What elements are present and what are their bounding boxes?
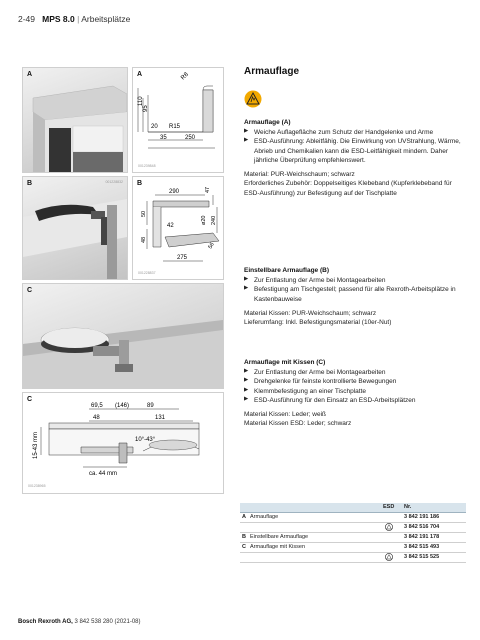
row-key: C xyxy=(242,544,246,550)
dim-146: (146) xyxy=(115,403,130,409)
list-item: ▶ Drehgelenke für feinste kontrollierte Bewegungen xyxy=(244,377,466,386)
figure-label: C xyxy=(27,396,33,403)
list-item: ▶ ESD-Ausführung für den Einsatz an ESD-Arbeitsplätzen xyxy=(244,396,466,405)
drawing-code: 001238965 xyxy=(28,484,46,488)
dim-r15: R15 xyxy=(169,124,181,130)
table-body xyxy=(240,513,466,563)
figure-a-drawing xyxy=(132,67,224,173)
document-number: 3 842 538 280 (2021-08) xyxy=(74,619,141,625)
dim-42: 42 xyxy=(167,223,174,229)
dim-131: 131 xyxy=(155,415,166,421)
drawing-code: 001239848 xyxy=(138,164,156,168)
figure-b-photo xyxy=(22,176,128,280)
section-title: Armauflage xyxy=(244,66,300,77)
armrest-a-dimension-drawing xyxy=(133,68,223,172)
order-table xyxy=(240,503,466,563)
dim-50: 50 xyxy=(141,210,147,217)
table-row xyxy=(240,513,466,523)
armrest-c-dimension-drawing xyxy=(23,393,223,493)
dim-48: 48 xyxy=(141,236,147,243)
dim-48: 48 xyxy=(93,415,100,421)
section-c-material: Material Kissen: Leder; weiß xyxy=(244,411,327,419)
section-b-material: Material Kissen: PUR-Weichschaum; schwarz xyxy=(244,309,377,317)
list-item: ▶ Zur Entlastung der Arme bei Montagearbeiten xyxy=(244,368,466,377)
armrest-c-illustration xyxy=(23,284,223,388)
table-row xyxy=(240,553,466,563)
list-item: ▶ Zur Entlastung der Arme bei Montagearbeiten xyxy=(244,276,466,285)
esd-symbol-icon xyxy=(385,553,393,563)
armrest-b-dimension-drawing xyxy=(133,177,223,279)
section-c-material-esd: Material Kissen ESD: Leder; schwarz xyxy=(244,420,352,428)
row-name: Armauflage mit Kissen xyxy=(250,544,306,550)
column-nr: Nr. xyxy=(404,504,412,510)
figure-a-photo xyxy=(22,67,128,173)
list-item: ▶ Weiche Auflagefläche zum Schutz der Handgelenke und Arme xyxy=(244,128,466,137)
column-esd: ESD xyxy=(383,504,395,510)
figure-label: B xyxy=(137,180,143,187)
page-number: 2-49 xyxy=(18,14,36,24)
table-row xyxy=(240,523,466,533)
row-key: A xyxy=(242,514,246,520)
product-name: MPS 8.0 xyxy=(42,14,75,24)
dim-240: 240 xyxy=(211,215,217,225)
part-number: 3 842 515 525 xyxy=(404,554,440,560)
figure-label: B xyxy=(27,180,33,187)
row-name: Einstellbare Armauflage xyxy=(250,534,309,540)
drawing-code: 001228837 xyxy=(138,271,156,275)
dim-69-5: 69,5 xyxy=(91,403,103,409)
page-footer xyxy=(18,619,141,625)
photo-code: 001228832 xyxy=(105,180,123,184)
dim-95: 95 xyxy=(143,105,149,112)
list-item: ▶ Klemmbefestigung an einer Tischplatte xyxy=(244,387,466,396)
dim-290: 290 xyxy=(169,189,180,195)
section-c xyxy=(244,358,466,429)
company-name: Bosch Rexroth AG, xyxy=(18,619,73,625)
esd-symbol-icon xyxy=(385,523,393,533)
table-row xyxy=(240,533,466,543)
figure-label: C xyxy=(27,287,33,294)
section-a xyxy=(244,118,466,198)
figure-c-photo xyxy=(22,283,224,389)
section-b-heading: Einstellbare Armauflage (B) xyxy=(244,267,330,274)
section-a-material: Material: PUR-Weichschaum; schwarz xyxy=(244,171,355,179)
esd-symbol-icon xyxy=(244,90,262,113)
dim-ca-44: ca. 44 mm xyxy=(89,471,118,477)
dim-r8: R8 xyxy=(180,71,190,82)
table-row xyxy=(240,543,466,553)
figure-c-drawing xyxy=(22,392,224,494)
figure-label: A xyxy=(137,71,143,78)
dim-250: 250 xyxy=(185,135,196,141)
row-name: Armauflage xyxy=(250,514,279,520)
section-b-scope: Lieferumfang: Inkl. Befestigungsmaterial (10er-Nut) xyxy=(244,319,392,327)
section-name: Arbeitsplätze xyxy=(81,14,131,24)
part-number: 3 842 516 704 xyxy=(404,524,440,530)
section-c-heading: Armauflage mit Kissen (C) xyxy=(244,359,326,366)
dim-35: 35 xyxy=(160,135,167,141)
part-number: 3 842 191 178 xyxy=(404,534,440,540)
table-header xyxy=(240,503,466,513)
dim-275: 275 xyxy=(177,255,188,261)
armrest-a-illustration xyxy=(23,68,127,172)
dim-20: 20 xyxy=(151,124,158,130)
section-a-accessory: Erforderliches Zubehör: Doppelseitiges Klebeband (Kupferklebeband für ESD-Ausführung) zur Befestigung auf der Tischplatte xyxy=(244,180,452,197)
dim-47: 47 xyxy=(205,186,211,193)
dim-ø20: ø20 xyxy=(201,215,207,225)
row-key: B xyxy=(242,534,246,540)
dim-15-43: 15-43 mm xyxy=(33,431,39,459)
armrest-b-illustration xyxy=(23,177,127,279)
part-number: 3 842 191 186 xyxy=(404,514,440,520)
part-number: 3 842 515 493 xyxy=(404,544,440,550)
list-item: ▶ Befestigung am Tischgestell; passend für alle Rexroth-Arbeitsplätze in Kastenbauweise xyxy=(244,285,466,303)
figure-label: A xyxy=(27,71,33,78)
dim-56: 56 xyxy=(207,241,216,250)
header-separator: | xyxy=(77,14,80,24)
dim-89: 89 xyxy=(147,403,154,409)
figure-b-drawing xyxy=(132,176,224,280)
dim-110: 110 xyxy=(138,96,144,106)
dim-angle: 10°-43° xyxy=(135,437,156,443)
section-a-heading: Armauflage (A) xyxy=(244,119,291,126)
list-item: ▶ ESD-Ausführung: Ableitfähig. Die Einwirkung von UVStrahlung, Wärme, Abrieb und Chemikalien kann die ESD-Leitfähigkeit mindern. Daher jährliche Überprüfung empfehlenswert. xyxy=(244,137,466,165)
page-header xyxy=(18,14,130,24)
section-b xyxy=(244,266,466,327)
